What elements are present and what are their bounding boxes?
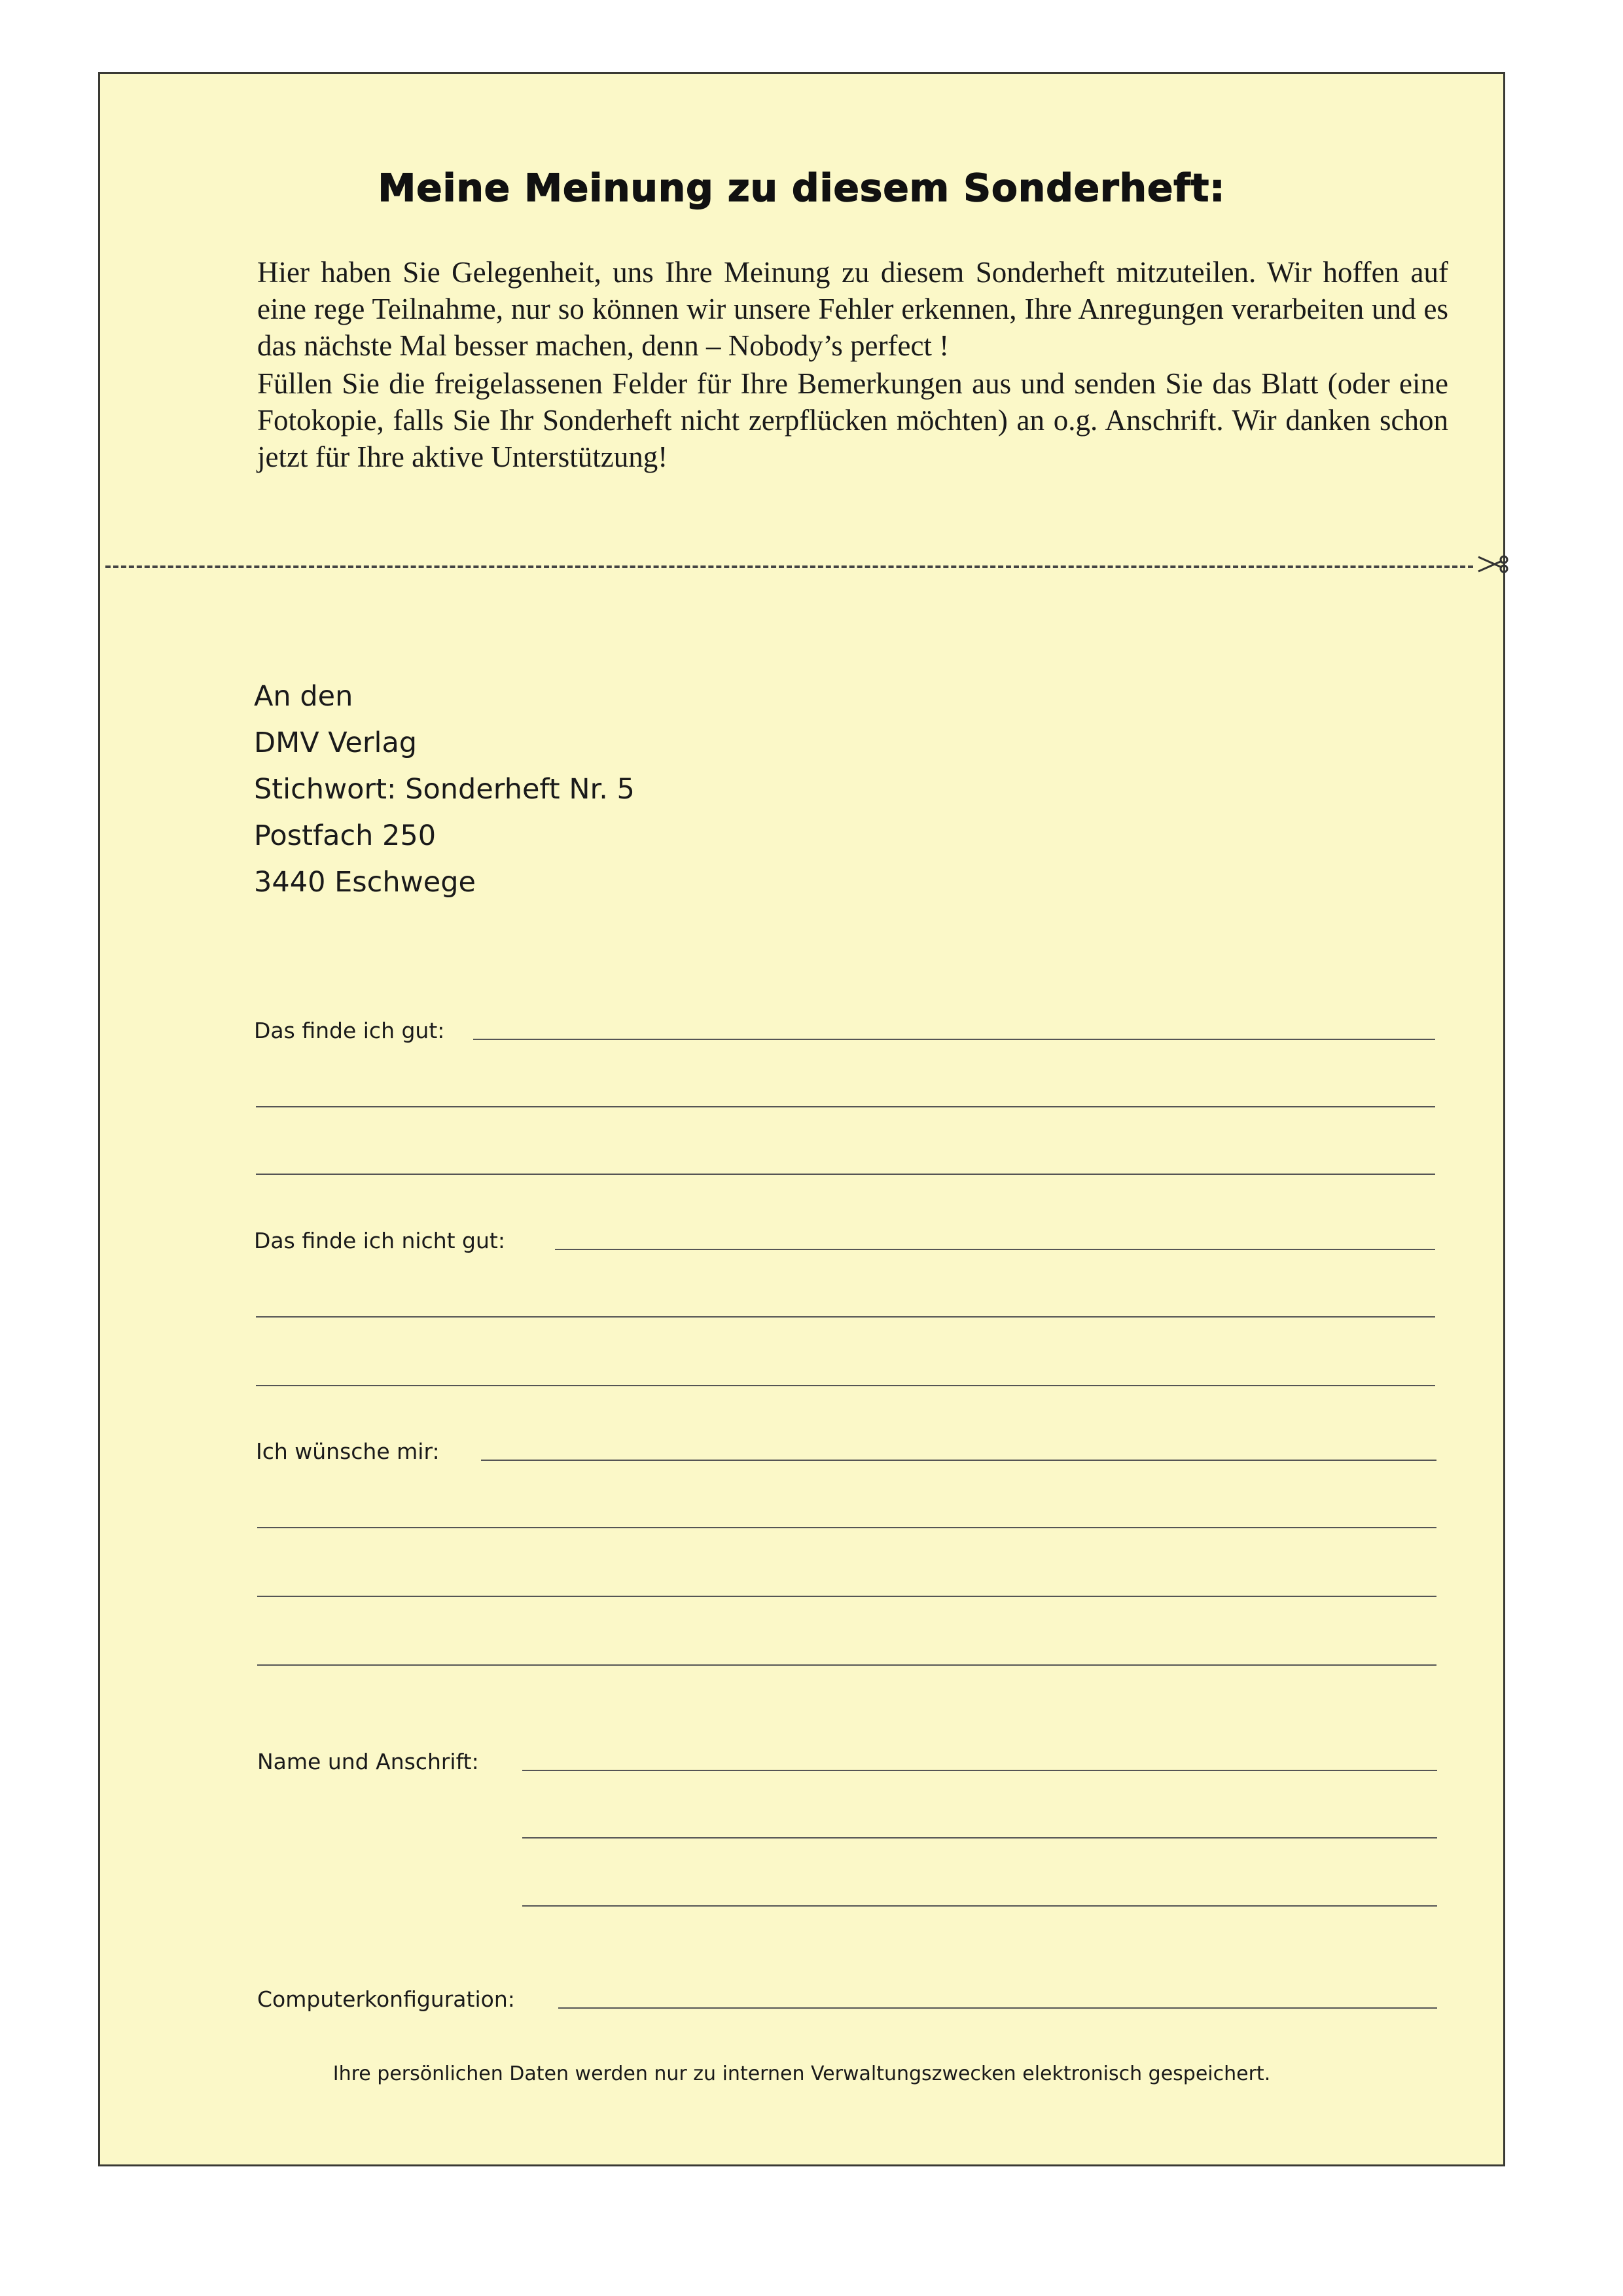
wish-field-line-4[interactable] bbox=[257, 1664, 1436, 1666]
wish-field-label: Ich wünsche mir: bbox=[256, 1439, 440, 1464]
wish-field-line-3[interactable] bbox=[257, 1596, 1436, 1597]
form-title: Meine Meinung zu diesem Sonderheft: bbox=[378, 166, 1226, 210]
address-line-city: 3440 Eschwege bbox=[254, 866, 476, 899]
wish-field-line-2[interactable] bbox=[257, 1527, 1436, 1528]
address-line-keyword: Stichwort: Sonderheft Nr. 5 bbox=[254, 773, 635, 806]
address-line-recipient: An den bbox=[254, 680, 353, 713]
address-line-publisher: DMV Verlag bbox=[254, 726, 418, 759]
not-good-field-line-1[interactable] bbox=[555, 1249, 1435, 1250]
name-address-field-line-2[interactable] bbox=[522, 1837, 1437, 1839]
computer-config-field-line[interactable] bbox=[558, 2007, 1437, 2009]
feedback-form-sheet bbox=[98, 72, 1505, 2166]
good-field-line-1[interactable] bbox=[473, 1039, 1435, 1040]
address-line-po-box: Postfach 250 bbox=[254, 819, 437, 852]
not-good-field-line-2[interactable] bbox=[256, 1316, 1435, 1318]
not-good-field-label: Das finde ich nicht gut: bbox=[254, 1228, 505, 1253]
cut-line bbox=[105, 565, 1473, 568]
intro-paragraph: Hier haben Sie Gelegenheit, uns Ihre Meinung zu diesem Sonderheft mitzuteilen. Wir hoffen auf eine rege Teilnahme, nur so können wir unsere Fehler erkennen, Ihre Anregungen verarbeiten und es das nächste Mal besser machen, denn – Nobody’s perfect ! bbox=[257, 256, 1448, 362]
instructions-paragraph: Füllen Sie die freigelassenen Felder für Ihre Bemerkungen aus und senden Sie das Blatt (oder eine Fotokopie, falls Sie Ihr Sonderheft nicht zerpflücken möchten) an o.g. Anschrift. Wir danken schon jetzt für Ihre aktive Unterstützung! bbox=[257, 367, 1448, 473]
wish-field-line-1[interactable] bbox=[481, 1460, 1436, 1461]
name-address-field-line-1[interactable] bbox=[522, 1770, 1437, 1771]
privacy-footnote: Ihre persönlichen Daten werden nur zu internen Verwaltungszwecken elektronisch gespeichert. bbox=[332, 2062, 1271, 2085]
computer-config-field-label: Computerkonfiguration: bbox=[257, 1986, 515, 2012]
name-address-field-line-3[interactable] bbox=[522, 1905, 1437, 1907]
name-address-field-label: Name und Anschrift: bbox=[257, 1749, 479, 1774]
not-good-field-line-3[interactable] bbox=[256, 1385, 1435, 1386]
scissors-icon bbox=[1476, 548, 1508, 581]
good-field-line-2[interactable] bbox=[256, 1106, 1435, 1107]
good-field-line-3[interactable] bbox=[256, 1174, 1435, 1175]
good-field-label: Das finde ich gut: bbox=[254, 1018, 445, 1043]
